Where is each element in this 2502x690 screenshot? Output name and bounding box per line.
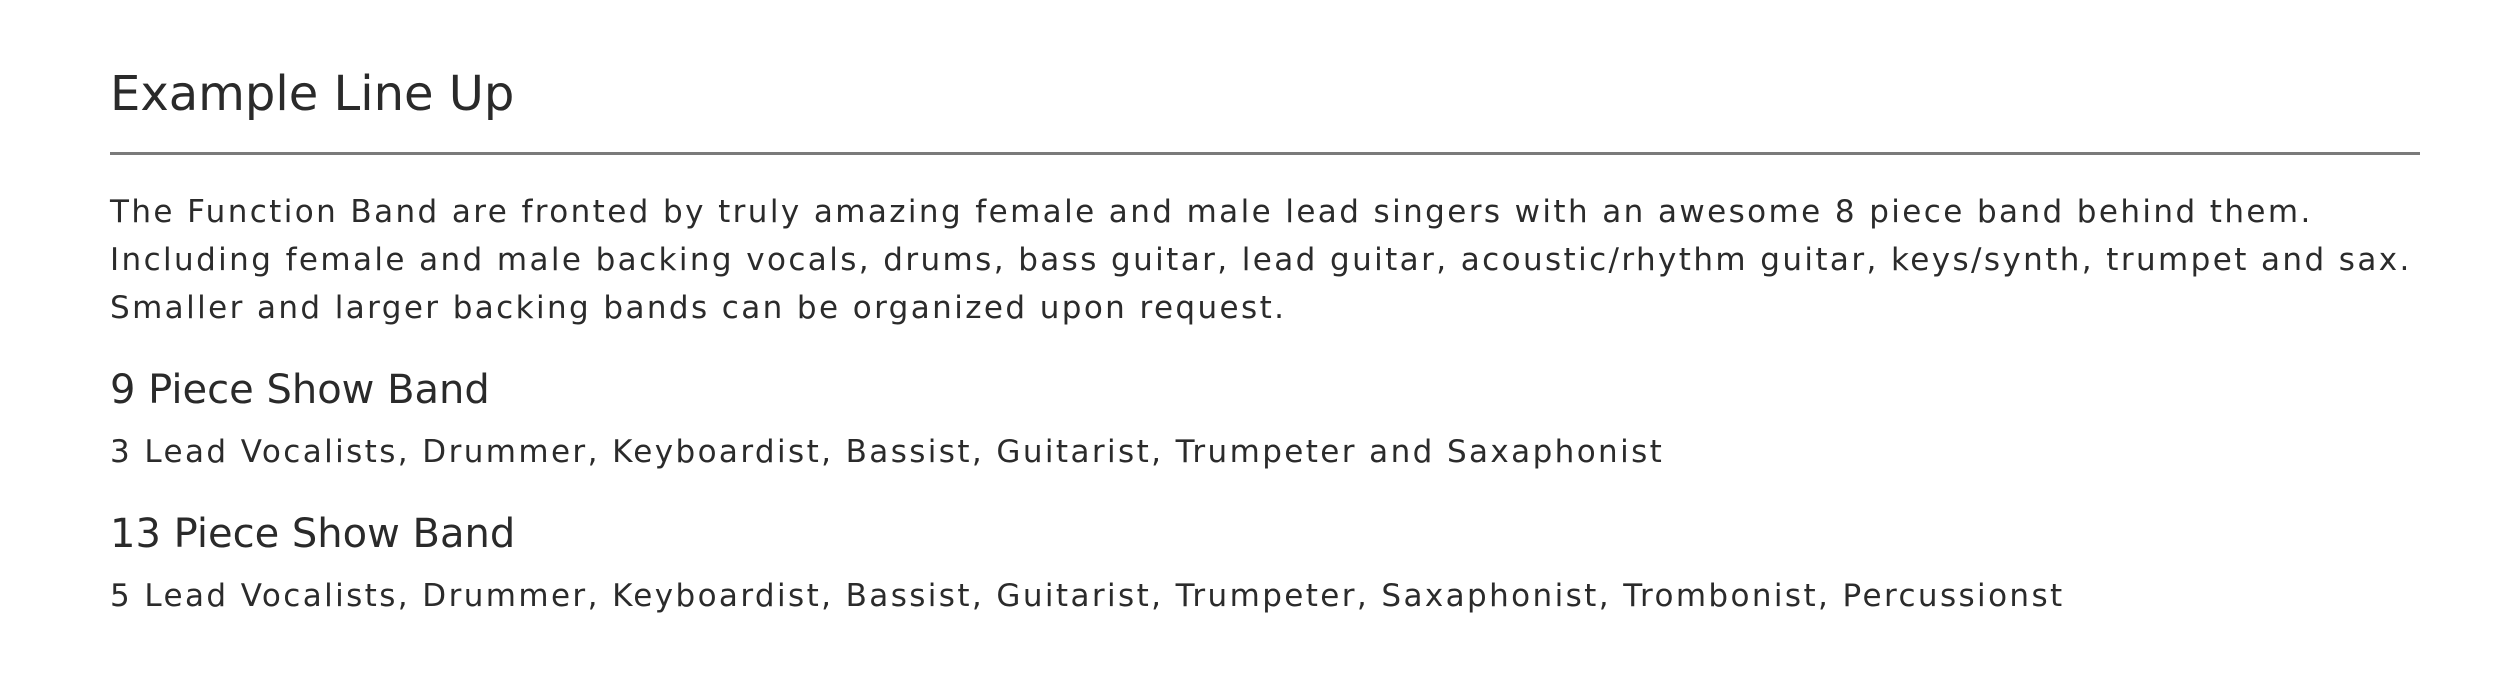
intro-line: Including female and male backing vocals, drums, bass guitar, lead guitar, acoustic/rhythm guitar, keys/synth, trumpet and sax. <box>110 242 2412 278</box>
page-title: Example Line Up <box>110 66 515 122</box>
section-text-13-piece: 5 Lead Vocalists, Drummer, Keyboardist, Bassist, Guitarist, Trumpeter, Saxaphonist, Trombonist, Percussionst <box>110 578 2065 614</box>
section-heading-13-piece: 13 Piece Show Band <box>110 511 516 557</box>
section-text-9-piece: 3 Lead Vocalists, Drummer, Keyboardist, Bassist, Guitarist, Trumpeter and Saxaphonist <box>110 434 1665 470</box>
intro-line: Smaller and larger backing bands can be organized upon request. <box>110 290 1287 326</box>
title-divider <box>110 152 2420 155</box>
intro-line: The Function Band are fronted by truly amazing female and male lead singers with an awesome 8 piece band behind them. <box>110 194 2313 230</box>
section-heading-9-piece: 9 Piece Show Band <box>110 367 490 413</box>
intro-paragraph <box>110 188 2420 332</box>
